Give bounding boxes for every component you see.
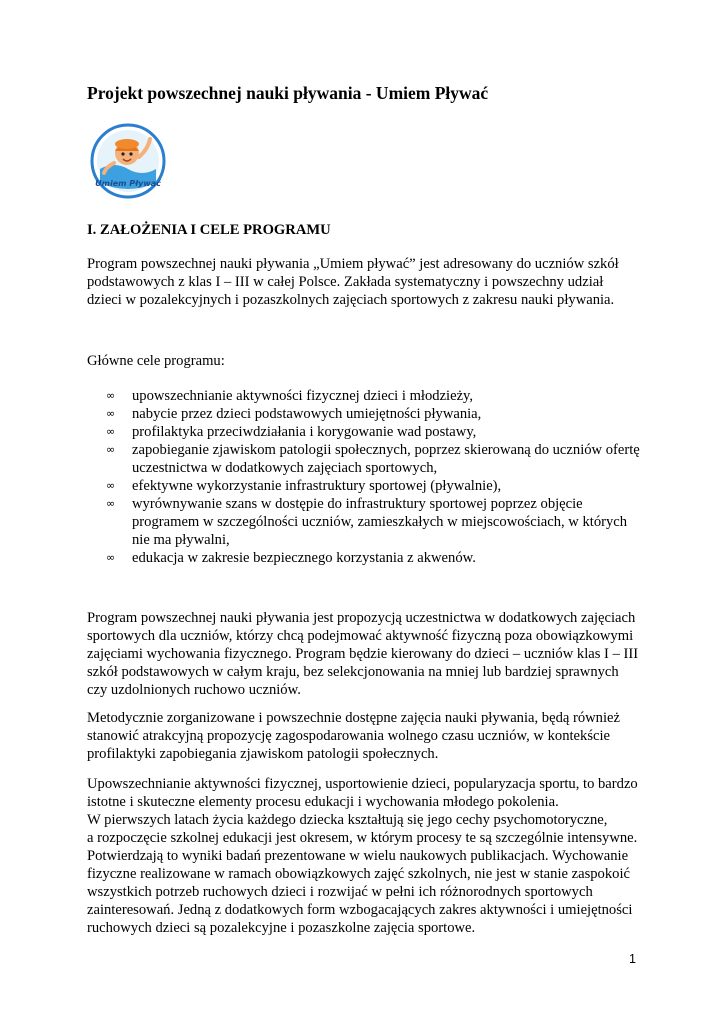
infinity-bullet-icon: ∞ — [106, 497, 116, 510]
paragraph-line: W pierwszych latach życia każdego dziecka kształtują się jego cechy psychomotoryczne, — [87, 812, 608, 828]
intro-line: podstawowych z klas I – III w całej Polsce. Zakłada systematyczny i powszechny udział — [87, 274, 604, 290]
paragraph-line: a rozpoczęcie szkolnej edukacji jest okresem, w którym procesy te są szczególnie intensywne. — [87, 830, 638, 846]
infinity-bullet-icon: ∞ — [106, 389, 116, 402]
paragraph-line: czy uzdolnionych ruchowo uczniów. — [87, 682, 301, 698]
section-heading: I. ZAŁOŻENIA I CELE PROGRAMU — [87, 222, 331, 238]
paragraph-line: zainteresowań. Jedną z dodatkowych form wzbogacających zakres aktywności i umiejętności — [87, 902, 633, 918]
goal-line: upowszechnianie aktywności fizycznej dzieci i młodzieży, — [132, 388, 474, 404]
program-paragraph — [87, 609, 647, 699]
goal-item — [87, 549, 647, 567]
paragraph-line: stanowić atrakcyjną propozycję zagospodarowania wolnego czasu uczniów, w kontekście — [87, 728, 611, 744]
paragraph-line: profilaktyki zapobiegania zjawiskom patologii społecznych. — [87, 746, 439, 762]
goal-item — [87, 441, 647, 477]
swimming-kid-logo-icon — [90, 123, 166, 199]
logo-text: Umiem Pływać — [95, 179, 161, 188]
goal-item — [87, 477, 647, 495]
paragraph-line: Upowszechnianie aktywności fizycznej, usportowienie dzieci, popularyzacja sportu, to bardzo — [87, 776, 638, 792]
intro-line: dzieci w pozalekcyjnych i pozaszkolnych zajęciach sportowych z zakresu nauki pływania. — [87, 292, 615, 308]
paragraph-line: fizyczne realizowane w ramach obowiązkowych zajęć szkolnych, nie jest w stanie zaspokoić — [87, 866, 630, 882]
goals-list — [87, 387, 647, 567]
paragraph-line: ruchowych dzieci są pozalekcyjne i pozaszkolne zajęcia sportowe. — [87, 920, 476, 936]
goal-item — [87, 405, 647, 423]
infinity-bullet-icon: ∞ — [106, 407, 116, 420]
page-number: 1 — [629, 952, 636, 966]
intro-paragraph — [87, 255, 647, 309]
infinity-bullet-icon: ∞ — [106, 479, 116, 492]
goal-line: uczestnictwa w dodatkowych zajęciach sportowych, — [132, 460, 438, 476]
methodology-paragraph — [87, 709, 647, 763]
goal-line: nie ma pływalni, — [132, 532, 230, 548]
paragraph-line: zajęciami wychowania fizycznego. Program będzie kierowany do dzieci – uczniów klas I – III — [87, 646, 639, 662]
document-title: Projekt powszechnej nauki pływania - Umiem Pływać — [87, 83, 489, 103]
paragraph-line: istotne i skuteczne elementy procesu edukacji i wychowania młodego pokolenia. — [87, 794, 559, 810]
paragraph-line: sportowych dla uczniów, którzy chcą podejmować aktywność fizyczną poza obowiązkowymi — [87, 628, 634, 644]
goal-line: profilaktyka przeciwdziałania i korygowanie wad postawy, — [132, 424, 477, 440]
activity-paragraph — [87, 775, 647, 937]
goal-line: programem w szczególności uczniów, zamieszkałych w miejscowościach, w których — [132, 514, 628, 530]
goals-label: Główne cele programu: — [87, 353, 225, 369]
paragraph-line: szkół podstawowych w całym kraju, bez selekcjonowania na mniej lub bardziej sprawnych — [87, 664, 619, 680]
goal-item — [87, 495, 647, 549]
goal-item — [87, 423, 647, 441]
goal-line: nabycie przez dzieci podstawowych umiejętności pływania, — [132, 406, 482, 422]
infinity-bullet-icon: ∞ — [106, 425, 116, 438]
goal-line: edukacja w zakresie bezpiecznego korzystania z akwenów. — [132, 550, 476, 566]
goal-line: efektywne wykorzystanie infrastruktury sportowej (pływalnie), — [132, 478, 502, 494]
goal-item — [87, 387, 647, 405]
infinity-bullet-icon: ∞ — [106, 443, 116, 456]
goal-line: zapobieganie zjawiskom patologii społecznych, poprzez skierowaną do uczniów ofertę — [132, 442, 640, 458]
paragraph-line: wszystkich potrzeb ruchowych dzieci i rozwijać w pełni ich różnorodnych sportowych — [87, 884, 593, 900]
goal-line: wyrównywanie szans w dostępie do infrastruktury sportowej poprzez objęcie — [132, 496, 583, 512]
intro-line: Program powszechnej nauki pływania „Umiem pływać” jest adresowany do uczniów szkół — [87, 256, 619, 272]
infinity-bullet-icon: ∞ — [106, 551, 116, 564]
paragraph-line: Program powszechnej nauki pływania jest propozycją uczestnictwa w dodatkowych zajęciach — [87, 610, 636, 626]
paragraph-line: Metodycznie zorganizowane i powszechnie dostępne zajęcia nauki pływania, będą również — [87, 710, 620, 726]
paragraph-line: Potwierdzają to wyniki badań prezentowane w wielu naukowych publikacjach. Wychowanie — [87, 848, 629, 864]
